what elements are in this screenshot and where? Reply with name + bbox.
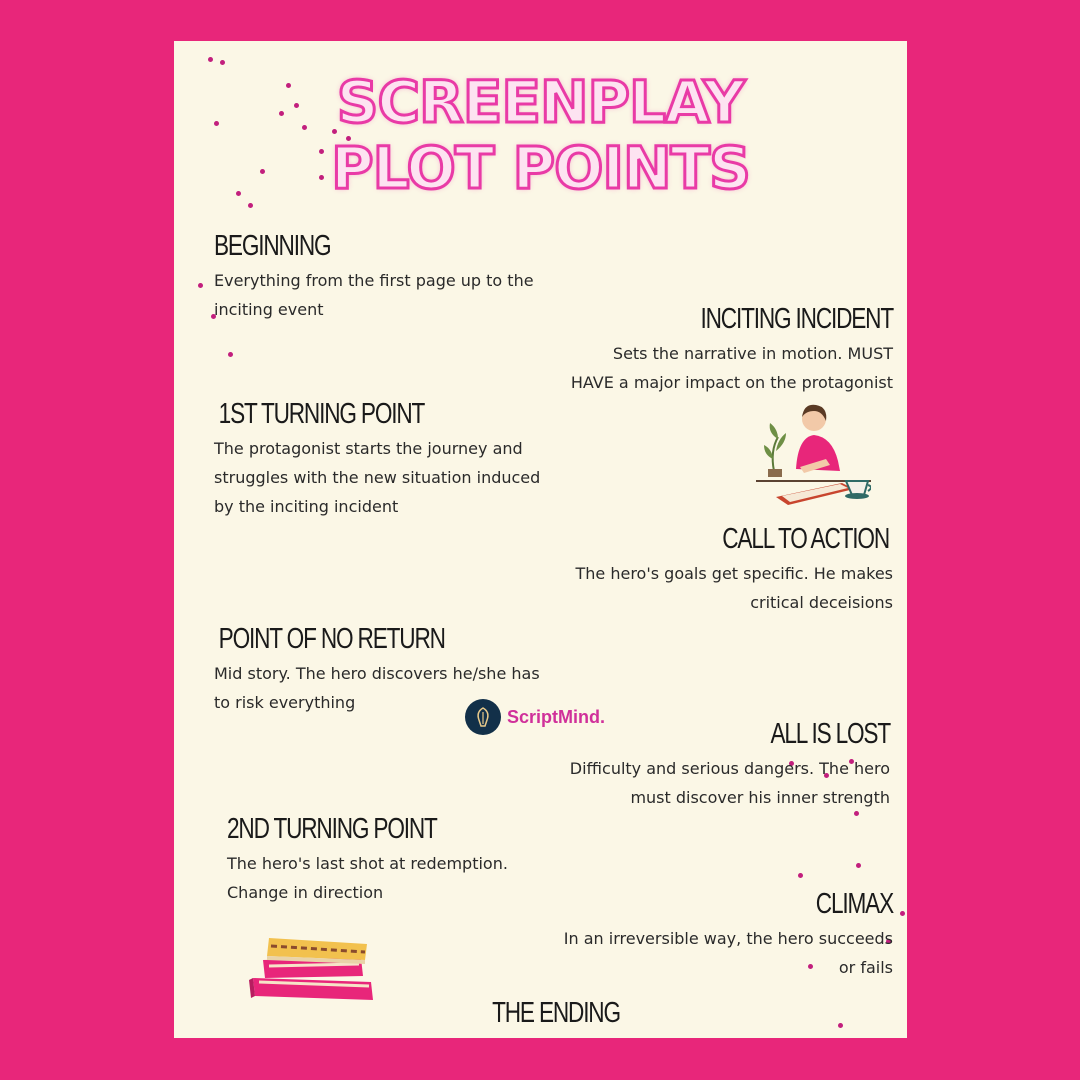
section-description-line: Change in direction	[227, 883, 384, 902]
section-description-line: or fails	[838, 958, 893, 977]
section-heading: 1ST TURNING POINT	[218, 398, 425, 430]
section-description-line: Sets the narrative in motion. MUST	[612, 344, 893, 363]
section-description-line: HAVE a major impact on the protagonist	[570, 373, 893, 392]
page-title	[174, 69, 907, 201]
infographic-card	[174, 41, 907, 1038]
section-heading: THE ENDING	[492, 997, 620, 1029]
title-line-2: PLOT POINTS	[331, 134, 750, 202]
section-heading: 2ND TURNING POINT	[227, 813, 437, 845]
stacked-books-illustration	[249, 926, 379, 1010]
section-description-line: Everything from the first page up to the	[214, 271, 534, 290]
section-first-turning-point	[214, 394, 634, 521]
section-call-to-action	[473, 519, 893, 617]
section-climax	[473, 884, 893, 982]
section-description-line: Mid story. The hero discovers he/she has	[214, 664, 540, 683]
section-description-line: struggles with the new situation induced	[214, 468, 541, 487]
section-heading: ALL IS LOST	[770, 718, 890, 750]
section-description-line: The hero's goals get specific. He makes	[575, 564, 893, 583]
section-description-line: to risk everything	[214, 693, 356, 712]
section-all-is-lost	[470, 714, 890, 812]
section-description-line: by the inciting incident	[214, 497, 399, 516]
section-inciting-incident	[473, 299, 893, 397]
section-description-line: critical deceisions	[750, 593, 893, 612]
section-the-ending	[446, 993, 666, 1033]
title-line-1: SCREENPLAY	[336, 68, 745, 136]
section-heading: CALL TO ACTION	[722, 523, 889, 555]
writer-at-desk-illustration	[756, 399, 871, 513]
section-description-line: must discover his inner strength	[630, 788, 890, 807]
section-description-line: The hero's last shot at redemption.	[227, 854, 508, 873]
logo-wordmark: ScriptMind.	[507, 706, 605, 727]
section-heading: CLIMAX	[815, 888, 893, 920]
section-heading: POINT OF NO RETURN	[218, 623, 445, 655]
section-description-line: inciting event	[214, 300, 324, 319]
section-description-line: In an irreversible way, the hero succeeds	[563, 929, 893, 948]
section-description-line: The protagonist starts the journey and	[214, 439, 523, 458]
section-heading: BEGINNING	[214, 230, 331, 262]
section-heading: INCITING INCIDENT	[700, 303, 893, 335]
section-description-line: Difficulty and serious dangers. The hero	[569, 759, 890, 778]
